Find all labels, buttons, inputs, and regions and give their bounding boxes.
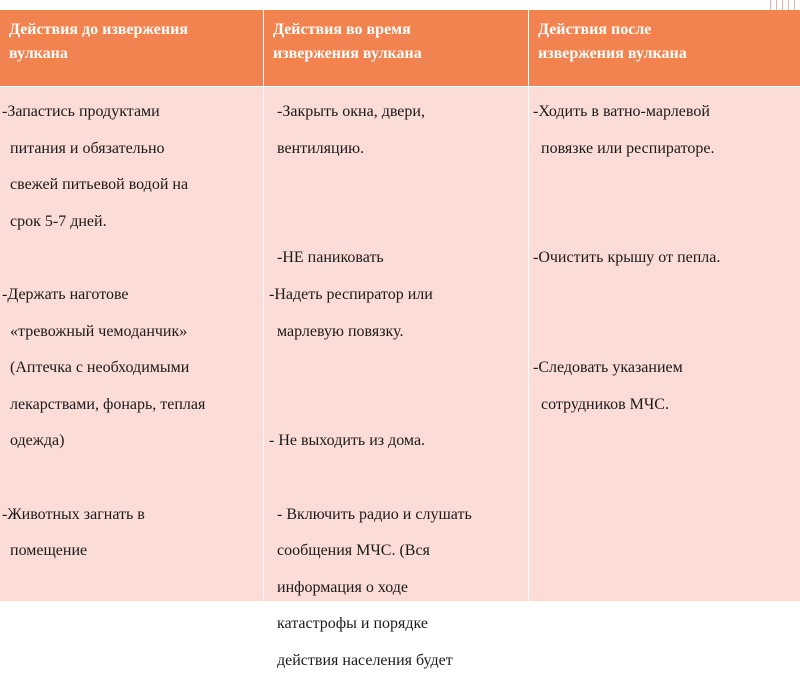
cell-text-line: -Закрыть окна, двери, — [269, 103, 425, 120]
header-line: Действия до извержения — [9, 21, 188, 38]
cell-after-eruption — [529, 87, 800, 601]
header-before-eruption — [0, 10, 264, 86]
cell-text-line: -Животных загнать в — [2, 505, 145, 523]
cell-text-line: повязке или респираторе. — [533, 139, 715, 157]
cell-text-line — [533, 204, 800, 241]
cell-during-eruption — [264, 87, 529, 669]
cell-text-line: -Надеть респиратор или — [269, 285, 433, 303]
cell-text-line: -Ходить в ватно-марлевой — [533, 103, 710, 120]
cell-text-line: (Аптечка с необходимыми — [2, 359, 190, 377]
cell-text-line: вентиляцию. — [269, 139, 365, 157]
header-line: Действия во время — [273, 21, 411, 38]
cell-text-line — [269, 167, 528, 204]
cell-text-line: одежда) — [2, 432, 65, 450]
header-after-eruption — [529, 10, 800, 86]
cell-text-line: сотрудников МЧС. — [533, 395, 669, 413]
volcano-actions-table — [0, 10, 800, 669]
cell-text-line: -Следовать указанием — [533, 359, 683, 377]
cell-text-line: -Держать наготове — [2, 285, 129, 303]
cell-text-line: срок 5-7 дней. — [2, 212, 107, 230]
cell-text-line — [2, 460, 263, 497]
cell-text-line — [2, 240, 263, 277]
cell-text-line: катастрофы и порядке — [269, 615, 429, 633]
cell-text-line: лекарствами, фонарь, теплая — [2, 395, 206, 413]
cell-text-line: информация о ходе — [269, 578, 409, 596]
table-header-row — [0, 10, 800, 87]
cell-text-line: сообщения МЧС. (Вся — [269, 542, 430, 560]
cell-text-line: свежей питьевой водой на — [2, 176, 189, 194]
cell-text-line: - Включить радио и слушать — [269, 505, 472, 523]
cell-text-line: питания и обязательно — [2, 139, 165, 157]
cell-text-line: -Очистить крышу от пепла. — [533, 249, 721, 267]
header-during-eruption — [264, 10, 529, 86]
header-line: извержения вулкана — [273, 45, 422, 62]
cell-text-line — [269, 204, 528, 241]
cell-text-line — [269, 387, 528, 424]
cell-text-line — [269, 460, 528, 497]
table-body-row — [0, 87, 800, 669]
header-line: вулкана — [9, 45, 68, 62]
cell-text-line: помещение — [2, 542, 88, 560]
cell-text-line: -НЕ паниковать — [269, 249, 384, 267]
cell-text-line: «тревожный чемоданчик» — [2, 322, 188, 340]
cell-text-line: - Не выходить из дома. — [269, 432, 426, 450]
header-line: Действия после — [538, 21, 652, 38]
cell-text-line — [533, 277, 800, 314]
cell-text-line: -Запастись продуктами — [2, 103, 160, 120]
cell-text-line — [269, 350, 528, 387]
cell-text-line — [533, 314, 800, 351]
cell-text-line — [533, 167, 800, 204]
cell-before-eruption — [0, 87, 264, 601]
cell-text-line: марлевую повязку. — [269, 322, 404, 340]
cell-text-line: действия населения будет — [269, 651, 453, 669]
header-line: извержения вулкана — [538, 45, 687, 62]
